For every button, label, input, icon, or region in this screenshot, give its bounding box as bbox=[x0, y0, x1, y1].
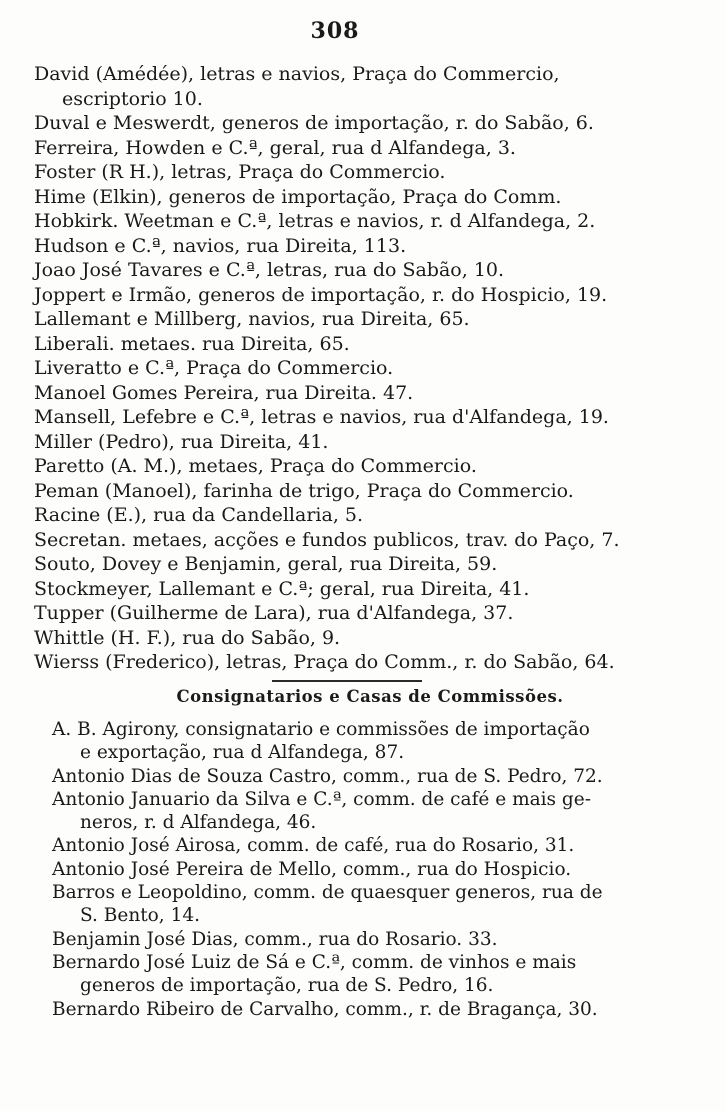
entry-line: Ferreira, Howden e C.ª, geral, rua d Alfandega, 3. bbox=[34, 136, 516, 159]
entry-line: Stockmeyer, Lallemant e C.ª; geral, rua Direita, 41. bbox=[34, 577, 530, 600]
entry-line: Lallemant e Millberg, navios, rua Direita, 65. bbox=[34, 308, 470, 330]
entry-line: Bernardo Ribeiro de Carvalho, comm., r. de Bragança, 30. bbox=[52, 998, 598, 1020]
entry-line: Foster (R H.), letras, Praça do Commercio. bbox=[34, 161, 446, 183]
entry-line: Antonio José Pereira de Mello, comm., rua do Hospicio. bbox=[52, 858, 572, 880]
entry-line: David (Amédée), letras e navios, Praça do Commercio, bbox=[34, 63, 560, 85]
section-heading: Consignatarios e Casas de Commissões. bbox=[176, 687, 564, 706]
entry-line: Secretan. metaes, acções e fundos publicos, trav. do Paço, 7. bbox=[34, 528, 620, 551]
entry-line: Barros e Leopoldino, comm. de quaesquer generos, rua de bbox=[52, 882, 603, 904]
entry-line: Bernardo José Luiz de Sá e C.ª, comm. de vinhos e mais bbox=[52, 951, 577, 973]
entry-line: Mansell, Lefebre e C.ª, letras e navios, rua d'Alfandega, 19. bbox=[34, 406, 609, 428]
entry-line: Liveratto e C.ª, Praça do Commercio. bbox=[34, 357, 394, 379]
entry-line: Tupper (Guilherme de Lara), rua d'Alfandega, 37. bbox=[34, 602, 514, 624]
page-number: 308 bbox=[310, 18, 360, 44]
entry-line: Hime (Elkin), generos de importação, Praça do Comm. bbox=[34, 185, 562, 208]
entry-line: Joao José Tavares e C.ª, letras, rua do Sabão, 10. bbox=[34, 259, 505, 281]
entry-line: Whittle (H. F.), rua do Sabão, 9. bbox=[34, 626, 341, 649]
entry-line: Miller (Pedro), rua Direita, 41. bbox=[34, 430, 329, 453]
consignee-list bbox=[52, 718, 692, 1021]
entry-line: Antonio Januario da Silva e C.ª, comm. de café e mais ge- bbox=[52, 788, 591, 810]
entry-line: Racine (E.), rua da Candellaria, 5. bbox=[34, 504, 364, 526]
section-divider bbox=[272, 680, 422, 682]
entry-line-continued: neros, r. d Alfandega, 46. bbox=[80, 812, 317, 834]
entry-line: Peman (Manoel), farinha de trigo, Praça do Commercio. bbox=[34, 479, 574, 502]
entry-line: A. B. Agirony, consignatario e commissões de importação bbox=[52, 719, 590, 740]
entry-line: Paretto (A. M.), metaes, Praça do Commercio. bbox=[34, 455, 477, 477]
entry-line: Hobkirk. Weetman e C.ª, letras e navios, r. d Alfandega, 2. bbox=[34, 210, 596, 232]
entry-line-continued: S. Bento, 14. bbox=[80, 905, 200, 927]
entry-line: Antonio Dias de Souza Castro, comm., rua de S. Pedro, 72. bbox=[52, 765, 603, 787]
entry-line: Benjamin José Dias, comm., rua do Rosario. 33. bbox=[52, 928, 498, 950]
entry-line-continued: e exportação, rua d Alfandega, 87. bbox=[80, 742, 405, 764]
entry-line: Antonio José Airosa, comm. de café, rua do Rosario, 31. bbox=[52, 835, 575, 857]
entry-line: Souto, Dovey e Benjamin, geral, rua Direita, 59. bbox=[34, 553, 498, 575]
entry-line: Manoel Gomes Pereira, rua Direita. 47. bbox=[34, 381, 414, 404]
merchant-list bbox=[34, 62, 674, 675]
entry-line: Duval e Meswerdt, generos de importação, r. do Sabão, 6. bbox=[34, 112, 594, 134]
entry-line: Joppert e Irmão, generos de importação, r. do Hospicio, 19. bbox=[34, 283, 608, 306]
entry-line-continued: escriptorio 10. bbox=[62, 87, 203, 110]
entry-line: Liberali. metaes. rua Direita, 65. bbox=[34, 332, 350, 355]
entry-line-continued: generos de importação, rua de S. Pedro, 16. bbox=[80, 975, 494, 997]
entry-line: Wierss (Frederico), letras, Praça do Comm., r. do Sabão, 64. bbox=[34, 651, 615, 673]
entry-line: Hudson e C.ª, navios, rua Direita, 113. bbox=[34, 234, 407, 257]
